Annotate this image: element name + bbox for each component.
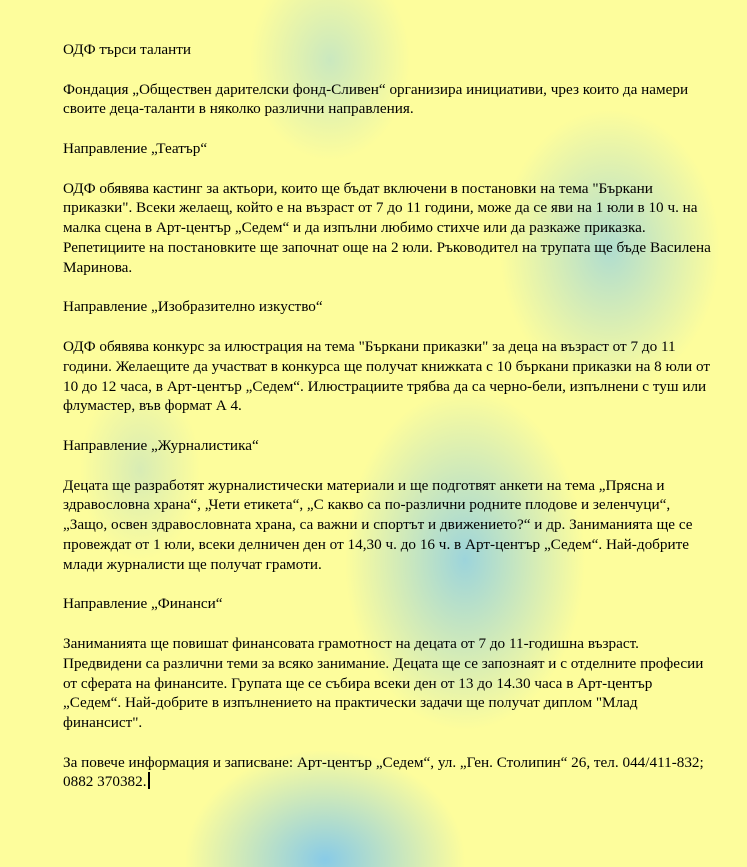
- text-cursor: [148, 772, 150, 789]
- contact-text: За повече информация и записване: Арт-център „Седем“, ул. „Ген. Столипин“ 26, тел. 044/411-832; 0882 370382.: [63, 753, 704, 791]
- section-art-body: ОДФ обявява конкурс за илюстрация на тема "Бъркани приказки" за деца на възраст от 7 до 11 години. Желаещите да участват в конкурса ще получат книжката с 10 бъркани приказки на 8 юли от 10 до 12 часа, в Арт-център „Седем“. Илюстрациите трябва да са черно-бели, изпълнени с туш или флумастер, във формат А 4.: [63, 337, 711, 415]
- section-journalism-body: Децата ще разработят журналистически материали и ще подготвят анкети на тема „Прясна и здравословна храна“, „Чети етикета“, „С какво са по-различни родните плодове и зеленчуци“, „Защо, освен здравословната храна, са важни и спортът и движението?“ и др. Заниманията ще се провеждат от 1 юли, всеки делничен ден от 14,30 ч. до 16 ч. в Арт-център „Седем“. Най-добрите млади журналисти ще получат грамоти.: [63, 476, 693, 573]
- document-body[interactable]: [63, 40, 713, 812]
- intro-paragraph: Фондация „Обществен дарителски фонд-Сливен“ организира инициативи, чрез които да намери своите деца-таланти в няколко различни направления.: [63, 80, 689, 118]
- section-finance-body: Заниманията ще повишат финансовата грамотност на децата от 7 до 11-годишна възраст. Предвидени са различни теми за всяко занимание. Децата ще се запознаят и с отделните професии от сферата на финансите. Групата ще се събира всеки ден от 13 до 14.30 часа в Арт-център „Седем“. Най-добрите в изпълнението на практически задачи ще получат диплом "Млад финансист".: [63, 634, 704, 732]
- document-title: ОДФ търси таланти: [63, 41, 192, 58]
- section-finance-heading: Направление „Финанси“: [63, 595, 223, 613]
- section-theatre-body: ОДФ обявява кастинг за актьори, които ще бъдат включени в постановки на тема "Бъркани приказки". Всеки желаещ, който е на възраст от 7 до 11 години, може да се яви на 1 юли в 10 ч. на малка сцена в Арт-център „Седем“ и да изпълни любимо стихче или да разкаже приказка. Репетициите на постановките ще започнат още на 2 юли. Ръководител на трупата ще бъде Василена Маринова.: [63, 179, 711, 276]
- contact-paragraph: [63, 753, 713, 793]
- section-journalism-heading: Направление „Журналистика“: [63, 436, 259, 454]
- section-art-heading: Направление „Изобразително изкуство“: [63, 298, 323, 316]
- section-theatre-heading: Направление „Театър“: [63, 139, 208, 157]
